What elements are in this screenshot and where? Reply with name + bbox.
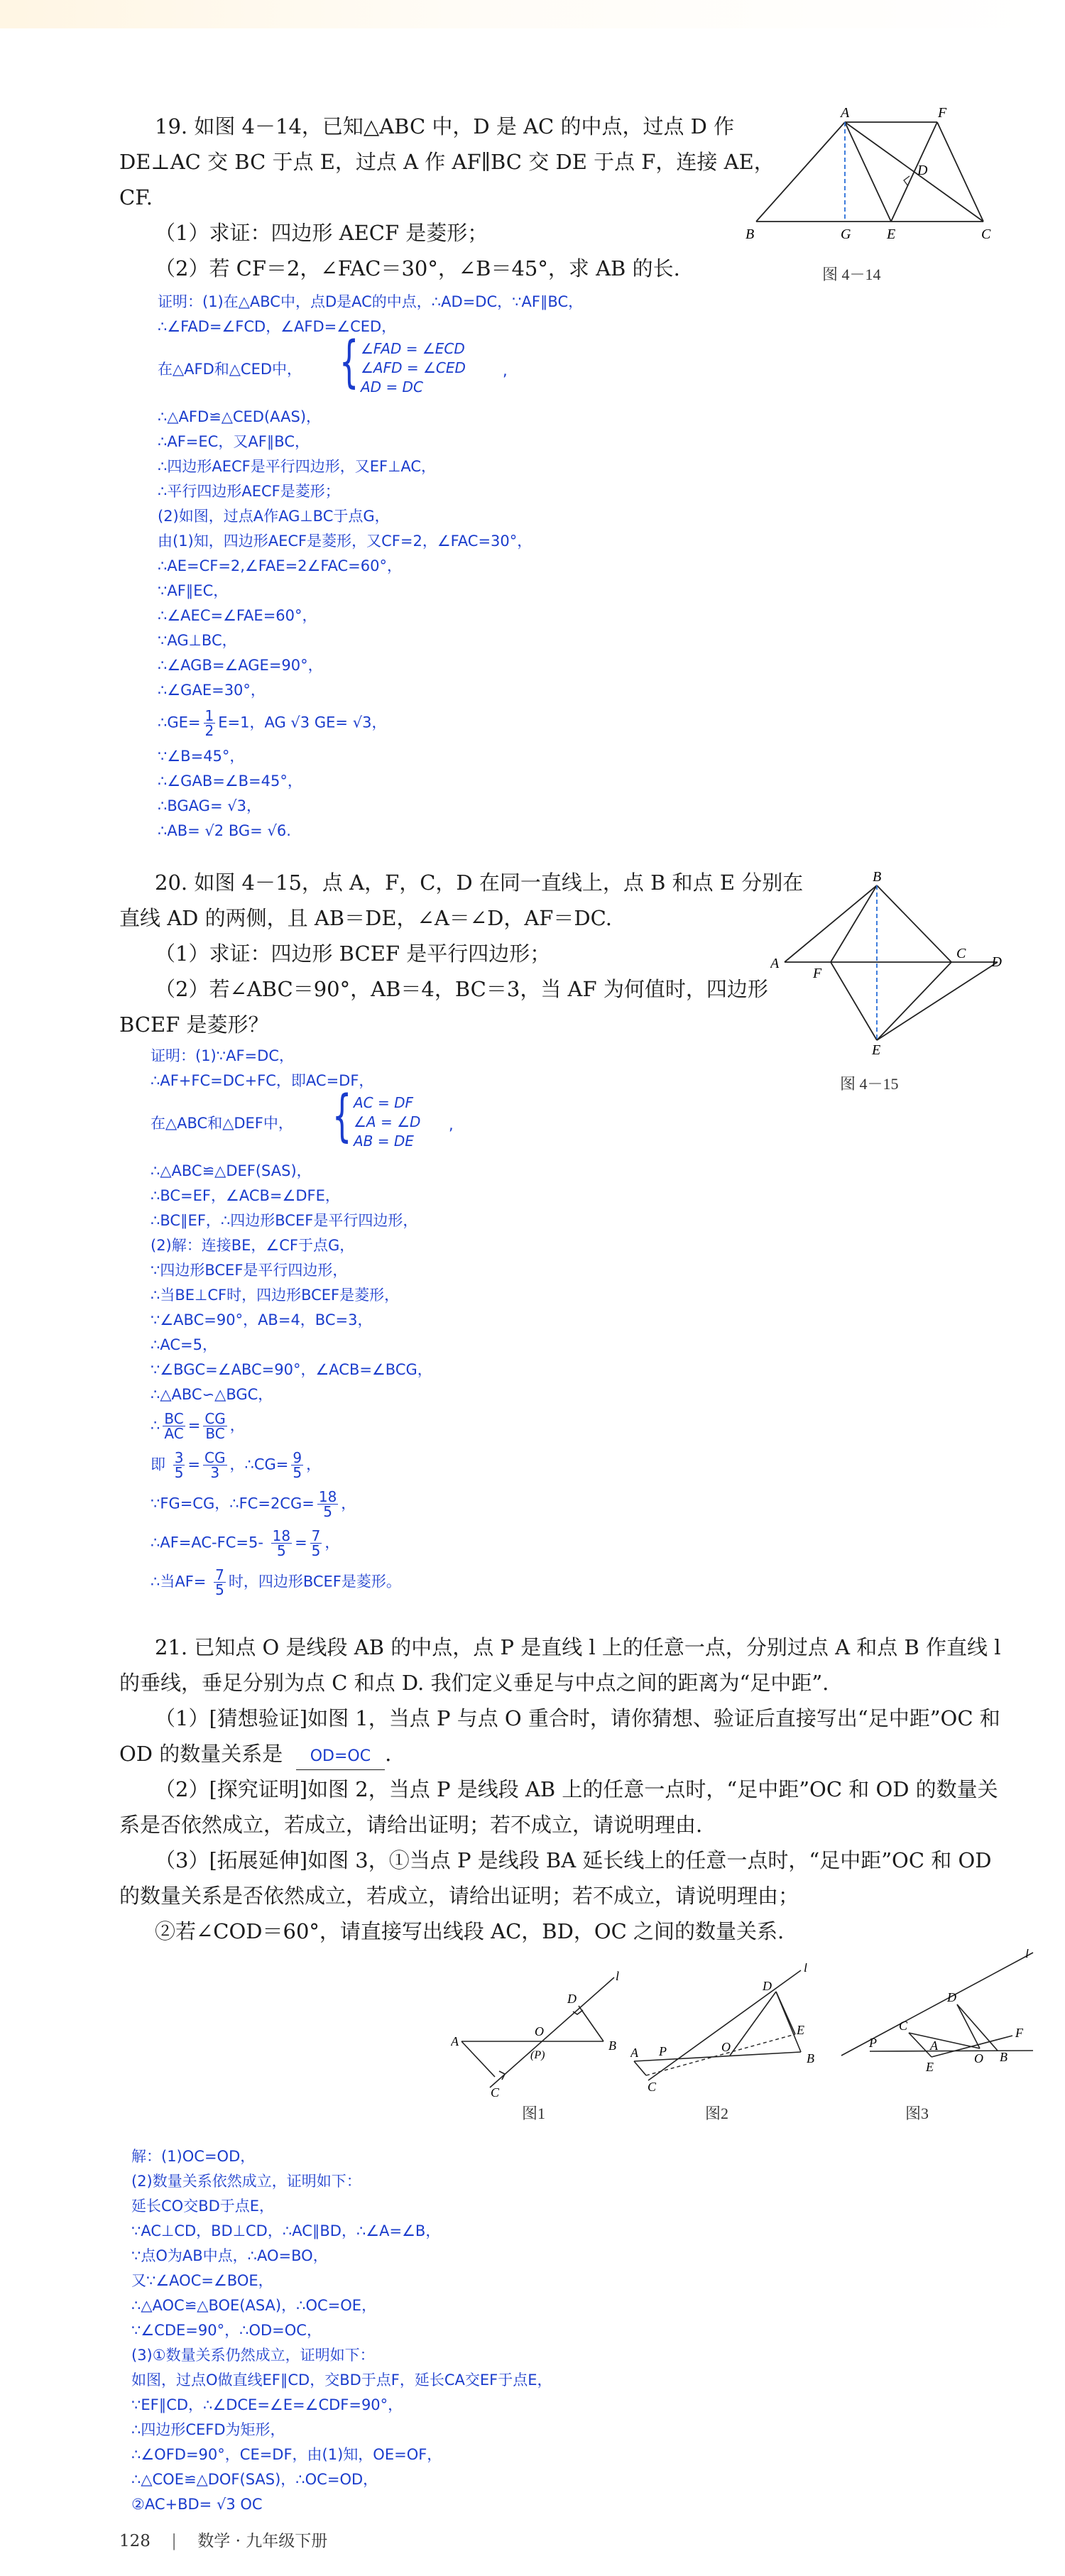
q19-sol-10: ∴AE=CF=2,∠FAE=2∠FAC=60°， bbox=[158, 557, 402, 574]
svg-text:A: A bbox=[930, 2039, 938, 2053]
svg-text:E: E bbox=[797, 2023, 804, 2037]
q19-sol-4: ∴△AFD≌△CED(AAS)， bbox=[158, 408, 322, 425]
q19-sol-bg: ∴BGAG= √3， bbox=[158, 797, 261, 814]
q19-line-3: CF. bbox=[119, 185, 153, 209]
fig414-label-A: A bbox=[841, 107, 850, 121]
svg-text:P: P bbox=[659, 2044, 667, 2058]
q19-sol-14: ∴∠AGB=∠AGE=90°， bbox=[158, 657, 323, 674]
svg-text:P: P bbox=[869, 2036, 877, 2050]
q19-line-2: DE⊥AC 交 BC 于点 E，过点 A 作 AF∥BC 交 DE 于点 F，连接 AE， bbox=[119, 150, 775, 174]
fig415-label-B: B bbox=[873, 870, 882, 885]
q21-fig3-caption: 图3 bbox=[905, 2105, 929, 2122]
page-number: 128 bbox=[119, 2532, 151, 2550]
q19-sol-7: ∴平行四边形AECF是菱形； bbox=[158, 483, 340, 500]
q21-line-2: 的垂线，垂足分别为点 C 和点 D. 我们定义垂足与中点之间的距离为“足中距”. bbox=[119, 1671, 829, 1695]
fig415-label-C: C bbox=[956, 946, 966, 961]
fig414-label-C: C bbox=[981, 227, 991, 242]
q21-sol-10: 如图，过点O做直线EF∥CD，交BD于点F，延长CA交EF于点E， bbox=[131, 2372, 552, 2389]
q20-sol-af: ∴AF=AC-FC=5- $\frac{18}{5}$ = $\frac{7}{5}$ ， bbox=[151, 1527, 340, 1559]
q20-sol-11: ∴AC=5， bbox=[151, 1336, 217, 1353]
q20-sol-4: ∴△ABC≌△DEF(SAS)， bbox=[151, 1162, 312, 1179]
q21-sol-14: ∴△COE≌△DOF(SAS)，∴OC=OD， bbox=[131, 2471, 378, 2488]
q21-sol-1: 解：(1)OC=OD， bbox=[131, 2148, 256, 2165]
q21-sol-9: (3)①数量关系仍然成立，证明如下： bbox=[131, 2347, 375, 2364]
q19-sol-3: 在△AFD和△CED中， bbox=[158, 361, 302, 378]
q21-sol-11: ∵EF∥CD，∴∠DCE=∠E=∠CDF=90°， bbox=[131, 2396, 403, 2413]
svg-text:(P): (P) bbox=[530, 2049, 545, 2061]
fig414-label-B: B bbox=[746, 227, 755, 242]
q21-line-3: （1）[猜想验证]如图 1，当点 P 与点 O 重合时，请你猜想、验证后直接写出“足中距”OC 和 bbox=[155, 1706, 1000, 1730]
q20-sol-5: ∴BC=EF，∠ACB=∠DFE， bbox=[151, 1187, 340, 1204]
q21-sol-3: 延长CO交BD于点E， bbox=[131, 2198, 275, 2215]
q21-sol-6: 又∵∠AOC=∠BOE， bbox=[131, 2272, 273, 2289]
q21-sol-12: ∴四边形CEFD为矩形， bbox=[131, 2421, 285, 2438]
footer-separator: | bbox=[171, 2532, 177, 2550]
q21-sol-13: ∴∠OFD=90°，CE=DF，由(1)知，OE=OF， bbox=[131, 2446, 442, 2463]
svg-text:B: B bbox=[608, 2039, 616, 2053]
q20-sol-fc: ∵FG=CG，∴FC=2CG= $\frac{18}{5}$ ， bbox=[151, 1488, 356, 1520]
q19-sol-18: ∴∠GAB=∠B=45°， bbox=[158, 773, 302, 790]
q21-line-8: ②若∠COD＝60°，请直接写出线段 AC，BD，OC 之间的数量关系. bbox=[155, 1919, 785, 1943]
fig414-label-F: F bbox=[938, 107, 947, 121]
q21-line-1: 21. 已知点 O 是线段 AB 的中点，点 P 是直线 l 上的任意一点，分别过点 A 和点 B 作直线 l bbox=[155, 1635, 1001, 1659]
svg-text:E: E bbox=[926, 2060, 934, 2074]
q21-fig2-caption: 图2 bbox=[705, 2105, 729, 2122]
q19-system-eq-1: ∠FAD = ∠ECD bbox=[361, 340, 465, 357]
q20-sol-ji: 即 $\frac{3}{5}$ = $\frac{CG}{3}$ ，∴CG= $\frac{9}{5}$ ， bbox=[151, 1449, 322, 1481]
q20-system-eq-3: AB = DE bbox=[354, 1133, 414, 1150]
q20-line-3: （1）求证：四边形 BCEF 是平行四边形； bbox=[155, 942, 551, 966]
q19-sol-1: 证明：(1)在△ABC中，点D是AC的中点，∴AD=DC，∵AF∥BC， bbox=[158, 293, 584, 310]
q21-answer-blank: OD=OC bbox=[296, 1741, 385, 1770]
svg-text:A: A bbox=[630, 2046, 638, 2060]
fig414-label-D: D bbox=[917, 163, 928, 178]
fig414-label-E: E bbox=[887, 227, 896, 242]
q20-sol-12: ∵∠BGC=∠ABC=90°，∠ACB=∠BCG， bbox=[151, 1361, 432, 1378]
q20-sol-1: 证明：(1)∵AF=DC， bbox=[151, 1047, 294, 1064]
fig415-label-F: F bbox=[813, 966, 822, 981]
q20-system-eq-1: AC = DF bbox=[354, 1094, 414, 1111]
q19-system-eq-2: ∠AFD = ∠CED bbox=[361, 359, 466, 376]
q19-sol-11: ∵AF∥EC， bbox=[158, 582, 229, 599]
q21-figure-1 bbox=[451, 1970, 639, 2098]
q21-line-4: （2）[探究证明]如图 2，当点 P 是线段 AB 上的任意一点时，“足中距”OC 和 OD 的数量关 bbox=[155, 1777, 998, 1801]
svg-text:C: C bbox=[899, 2019, 908, 2033]
q20-sol-8: ∵四边形BCEF是平行四边形， bbox=[151, 1262, 348, 1279]
svg-text:A: A bbox=[451, 2034, 459, 2048]
svg-text:l: l bbox=[616, 1970, 620, 1983]
q21-line-blank: OD 的数量关系是 OD=OC . bbox=[119, 1736, 391, 1772]
q19-sol-ge: ∴GE= $\frac{1}{2}$ E=1，AG √3 GE= √3， bbox=[158, 707, 387, 739]
q20-line-2: 直线 AD 的两侧，且 AB＝DE，∠A＝∠D，AF＝DC. bbox=[119, 906, 613, 930]
q21-sol-7: ∴△AOC≌△BOE(ASA)，∴OC=OE， bbox=[131, 2297, 377, 2314]
q20-system-eq-2: ∠A = ∠D bbox=[354, 1113, 421, 1130]
q19-sol-15: ∴∠GAE=30°， bbox=[158, 682, 266, 699]
q21-line-7: 的数量关系是否依然成立，若成立，请给出证明；若不成立，请说明理由； bbox=[119, 1884, 799, 1908]
fig415-caption: 图 4－15 bbox=[840, 1075, 899, 1093]
q21-sol-8: ∵∠CDE=90°，∴OD=OC， bbox=[131, 2322, 322, 2339]
q21-line-5: 系是否依然成立，若成立，请给出证明；若不成立，请说明理由. bbox=[119, 1813, 703, 1837]
q19-sol-12: ∴∠AEC=∠FAE=60°， bbox=[158, 607, 317, 624]
fig415-label-E: E bbox=[872, 1042, 881, 1054]
svg-text:F: F bbox=[1015, 2026, 1023, 2040]
q19-sol-9: 由(1)知，四边形AECF是菱形，又CF=2，∠FAC=30°， bbox=[158, 533, 532, 550]
page-top-tint bbox=[0, 0, 1065, 28]
figure-4-15 bbox=[770, 870, 1005, 1054]
svg-text:O: O bbox=[974, 2051, 983, 2065]
q20-sol-13: ∴△ABC∽△BGC， bbox=[151, 1386, 273, 1403]
q21-sol-2: (2)数量关系依然成立，证明如下： bbox=[131, 2173, 361, 2190]
svg-text:O: O bbox=[535, 2024, 544, 2039]
q20-line-4: （2）若∠ABC＝90°，AB＝4，BC＝3，当 AF 为何值时，四边形 bbox=[155, 977, 768, 1001]
q21-figure-2 bbox=[630, 1963, 829, 2098]
q20-sol-7: (2)解：连接BE，∠CF于点G， bbox=[151, 1237, 355, 1254]
q20-system-comma: , bbox=[449, 1116, 454, 1133]
q20-sol-2: ∴AF+FC=DC+FC，即AC=DF， bbox=[151, 1072, 374, 1089]
q20-line-5: BCEF 是菱形？ bbox=[119, 1013, 269, 1037]
q20-sol-6: ∴BC∥EF，∴四边形BCEF是平行四边形， bbox=[151, 1212, 418, 1229]
fig415-label-D: D bbox=[991, 954, 1002, 970]
q19-sol-8: (2)如图，过点A作AG⊥BC于点G， bbox=[158, 508, 390, 525]
q19-sol-17: ∵∠B=45°， bbox=[158, 748, 245, 765]
svg-text:C: C bbox=[648, 2080, 657, 2094]
q20-sol-10: ∵∠ABC=90°，AB=4，BC=3， bbox=[151, 1311, 373, 1328]
q20-sol-9: ∴当BE⊥CF时，四边形BCEF是菱形， bbox=[151, 1287, 400, 1304]
q20-line-1: 20. 如图 4－15，点 A，F，C，D 在同一直线上，点 B 和点 E 分别在 bbox=[155, 871, 804, 895]
svg-text:l: l bbox=[1025, 1949, 1030, 1960]
q19-line-4: （1）求证：四边形 AECF 是菱形； bbox=[155, 221, 488, 245]
q19-line-1: 19. 如图 4－14，已知△ABC 中，D 是 AC 的中点，过点 D 作 bbox=[155, 114, 735, 138]
q19-system-comma: , bbox=[503, 362, 508, 379]
svg-text:B: B bbox=[807, 2051, 814, 2065]
q19-sol-13: ∵AG⊥BC， bbox=[158, 632, 237, 649]
q19-sol-ab: ∴AB= √2 BG= √6. bbox=[158, 822, 291, 839]
q19-sol-5: ∴AF=EC，又AF∥BC， bbox=[158, 433, 310, 450]
q21-sol-4: ∵AC⊥CD，BD⊥CD，∴AC∥BD，∴∠A=∠B， bbox=[131, 2222, 441, 2239]
q21-line-6: （3）[拓展延伸]如图 3，①当点 P 是线段 BA 延长线上的任意一点时，“足中距”OC 和 OD bbox=[155, 1848, 992, 1872]
q21-figure-3 bbox=[838, 1949, 1037, 2091]
svg-text:O: O bbox=[721, 2040, 731, 2054]
q21-fig1-caption: 图1 bbox=[522, 2105, 546, 2122]
fig415-label-A: A bbox=[770, 956, 780, 971]
q19-system: { ∠FAD = ∠ECD ∠AFD = ∠CED AD = DC bbox=[339, 330, 466, 395]
q20-sol-ratio: ∴ $\frac{BC}{AC}$ = $\frac{CG}{BC}$ ， bbox=[151, 1410, 245, 1442]
fig414-caption: 图 4－14 bbox=[822, 266, 881, 283]
fig414-label-G: G bbox=[841, 227, 851, 242]
svg-text:B: B bbox=[1000, 2050, 1007, 2064]
q19-line-5: （2）若 CF＝2，∠FAC＝30°，∠B＝45°，求 AB 的长. bbox=[155, 256, 680, 280]
q19-sol-6: ∴四边形AECF是平行四边形，又EF⊥AC， bbox=[158, 458, 437, 475]
q21-sol-5: ∵点O为AB中点，∴AO=BO， bbox=[131, 2247, 328, 2264]
q20-system: { AC = DF ∠A = ∠D AB = DE bbox=[332, 1084, 421, 1150]
figure-4-14 bbox=[742, 107, 998, 249]
svg-text:D: D bbox=[947, 1990, 956, 2004]
page-footer bbox=[119, 2528, 327, 2551]
svg-text:D: D bbox=[567, 1992, 577, 2006]
svg-text:D: D bbox=[763, 1979, 772, 1993]
q19-system-eq-3: AD = DC bbox=[361, 378, 423, 395]
svg-text:C: C bbox=[491, 2085, 500, 2098]
svg-text:l: l bbox=[804, 1963, 808, 1975]
q20-sol-final: ∴当AF= $\frac{7}{5}$ 时，四边形BCEF是菱形。 bbox=[151, 1566, 401, 1598]
book-title: 数学 · 九年级下册 bbox=[197, 2532, 328, 2550]
q19-sol-2: ∴∠FAD=∠FCD，∠AFD=∠CED， bbox=[158, 318, 397, 335]
q21-sol-15: ②AC+BD= √3 OC bbox=[131, 2496, 263, 2513]
q20-sol-3: 在△ABC和△DEF中， bbox=[151, 1115, 293, 1132]
